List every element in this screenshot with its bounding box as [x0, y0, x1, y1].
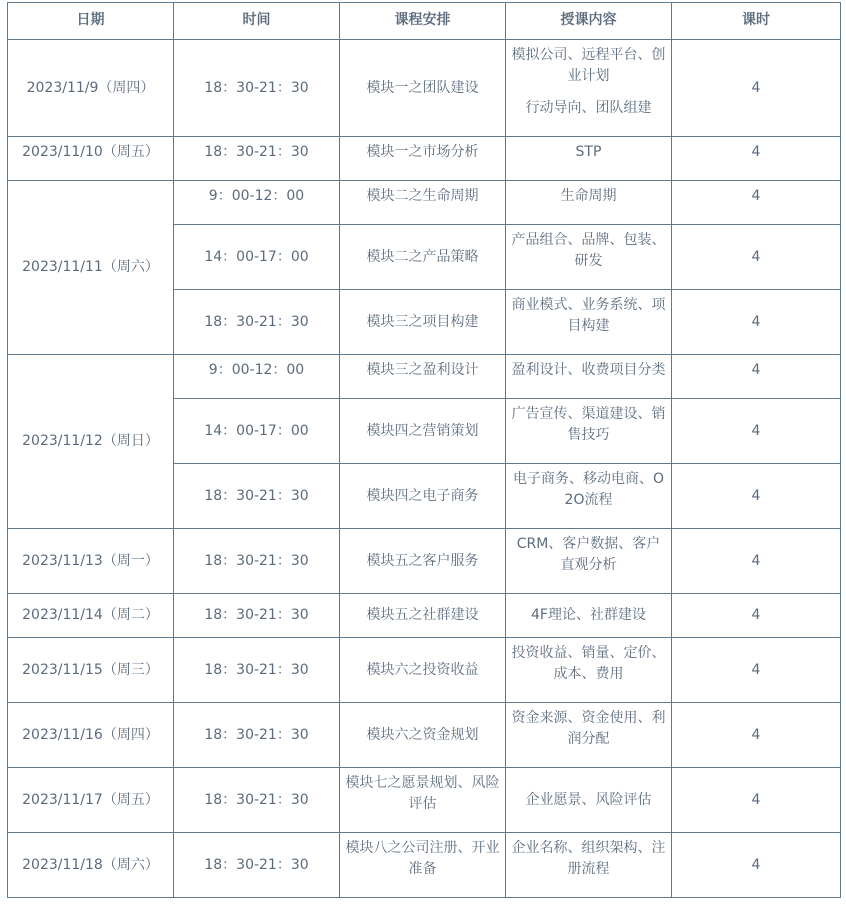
table-row: [8, 703, 841, 768]
time-cell: 18：30-21：30: [174, 703, 340, 768]
table-row: [8, 355, 841, 399]
content-cell: 盈利设计、收费项目分类: [506, 355, 672, 399]
content-cell: 产品组合、品牌、包装、研发: [506, 225, 672, 290]
content-cell: [506, 40, 672, 137]
hours-cell: 4: [672, 181, 841, 225]
content-cell: 广告宣传、渠道建设、销售技巧: [506, 399, 672, 464]
date-cell: 2023/11/10（周五）: [8, 137, 174, 181]
course-cell: 模块四之电子商务: [340, 464, 506, 529]
table-row: [8, 137, 841, 181]
table-row: [8, 594, 841, 638]
date-cell: 2023/11/12（周日）: [8, 355, 174, 529]
hours-cell: 4: [672, 290, 841, 355]
content-cell: 投资收益、销量、定价、成本、费用: [506, 638, 672, 703]
hours-cell: 4: [672, 137, 841, 181]
time-cell: 18：30-21：30: [174, 40, 340, 137]
content-cell: 4F理论、社群建设: [506, 594, 672, 638]
date-cell: 2023/11/17（周五）: [8, 768, 174, 833]
course-cell: 模块五之社群建设: [340, 594, 506, 638]
hours-cell: 4: [672, 355, 841, 399]
time-cell: 18：30-21：30: [174, 594, 340, 638]
date-cell: 2023/11/14（周二）: [8, 594, 174, 638]
hours-cell: 4: [672, 768, 841, 833]
course-cell: 模块二之生命周期: [340, 181, 506, 225]
time-cell: 18：30-21：30: [174, 768, 340, 833]
header-date: 日期: [8, 3, 174, 40]
content-cell: 商业模式、业务系统、项目构建: [506, 290, 672, 355]
content-cell: 资金来源、资金使用、利润分配: [506, 703, 672, 768]
content-text-secondary: 行动导向、团队组建: [525, 100, 652, 116]
hours-cell: 4: [672, 225, 841, 290]
course-cell: 模块三之盈利设计: [340, 355, 506, 399]
hours-cell: 4: [672, 833, 841, 898]
time-cell: 18：30-21：30: [174, 137, 340, 181]
time-cell: 9：00-12：00: [174, 355, 340, 399]
course-schedule-table: [7, 2, 841, 898]
content-cell: STP: [506, 137, 672, 181]
hours-cell: 4: [672, 703, 841, 768]
header-time: 时间: [174, 3, 340, 40]
time-cell: 14：00-17：00: [174, 399, 340, 464]
time-cell: 14：00-17：00: [174, 225, 340, 290]
course-cell: 模块一之市场分析: [340, 137, 506, 181]
course-cell: 模块六之资金规划: [340, 703, 506, 768]
table-row: [8, 40, 841, 137]
date-cell: 2023/11/16（周四）: [8, 703, 174, 768]
time-cell: 18：30-21：30: [174, 290, 340, 355]
table-row: [8, 638, 841, 703]
hours-cell: 4: [672, 464, 841, 529]
header-course: 课程安排: [340, 3, 506, 40]
course-cell: 模块五之客户服务: [340, 529, 506, 594]
hours-cell: 4: [672, 40, 841, 137]
table-header-row: [8, 3, 841, 40]
course-cell: 模块一之团队建设: [340, 40, 506, 137]
date-cell: 2023/11/13（周一）: [8, 529, 174, 594]
hours-cell: 4: [672, 594, 841, 638]
course-cell: 模块六之投资收益: [340, 638, 506, 703]
date-cell: 2023/11/18（周六）: [8, 833, 174, 898]
time-cell: 18：30-21：30: [174, 464, 340, 529]
content-cell: 企业名称、组织架构、注册流程: [506, 833, 672, 898]
hours-cell: 4: [672, 638, 841, 703]
content-cell: CRM、客户数据、客户直观分析: [506, 529, 672, 594]
table-row: [8, 529, 841, 594]
date-cell: 2023/11/9（周四）: [8, 40, 174, 137]
time-cell: 18：30-21：30: [174, 638, 340, 703]
table-row: [8, 181, 841, 225]
time-cell: 18：30-21：30: [174, 529, 340, 594]
table-row: [8, 833, 841, 898]
header-hours: 课时: [672, 3, 841, 40]
content-cell: 企业愿景、风险评估: [506, 768, 672, 833]
course-cell: 模块二之产品策略: [340, 225, 506, 290]
course-cell: 模块三之项目构建: [340, 290, 506, 355]
hours-cell: 4: [672, 529, 841, 594]
time-cell: 18：30-21：30: [174, 833, 340, 898]
date-cell: 2023/11/15（周三）: [8, 638, 174, 703]
course-cell: 模块七之愿景规划、风险评估: [340, 768, 506, 833]
time-cell: 9：00-12：00: [174, 181, 340, 225]
content-text: 模拟公司、远程平台、创业计划: [511, 47, 666, 84]
course-cell: 模块八之公司注册、开业准备: [340, 833, 506, 898]
hours-cell: 4: [672, 399, 841, 464]
date-cell: 2023/11/11（周六）: [8, 181, 174, 355]
course-cell: 模块四之营销策划: [340, 399, 506, 464]
content-cell: 生命周期: [506, 181, 672, 225]
header-content: 授课内容: [506, 3, 672, 40]
table-row: [8, 768, 841, 833]
content-cell: 电子商务、移动电商、O2O流程: [506, 464, 672, 529]
